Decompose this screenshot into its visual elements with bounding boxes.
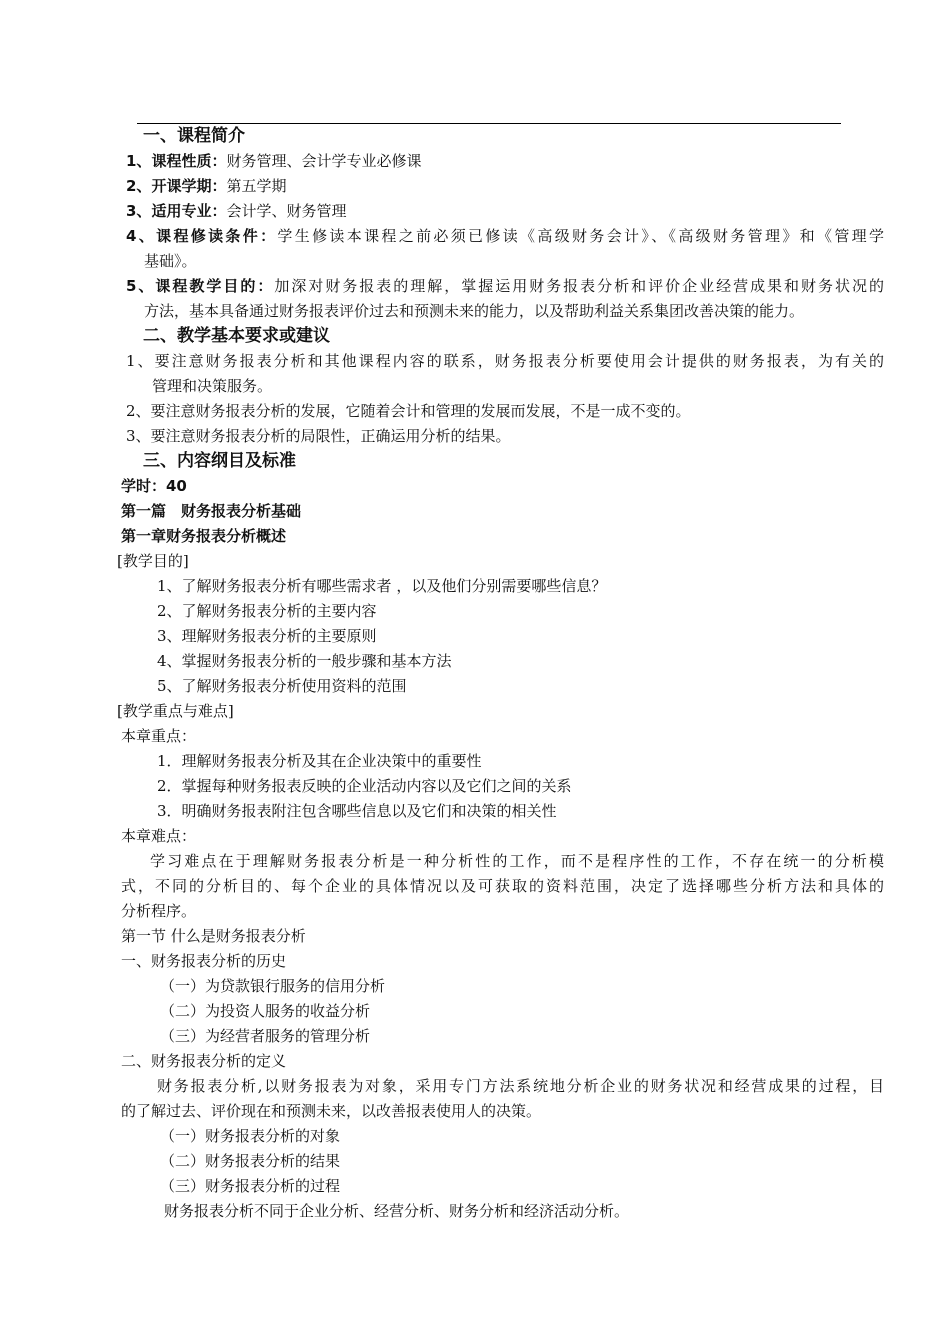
intro-item-4-cont: 基础》。	[144, 252, 197, 270]
objective-item: 2、了解财务报表分析的主要内容	[157, 602, 377, 620]
objective-item: 5、了解财务报表分析使用资料的范围	[157, 677, 407, 695]
definition-paragraph-line: 的了解过去、评价现在和预测未来，以改善报表使用人的决策。	[121, 1102, 542, 1120]
intro-item-3: 3、适用专业：会计学、财务管理	[126, 202, 347, 220]
history-item: （二）为投资人服务的收益分析	[160, 1002, 371, 1020]
objective-item: 3、理解财务报表分析的主要原则	[157, 627, 377, 645]
section-heading-course-intro: 一、课程简介	[143, 126, 245, 146]
definition-item: （三）财务报表分析的过程	[160, 1177, 341, 1195]
difficulty-label: 本章难点：	[121, 827, 197, 845]
history-item: （三）为经营者服务的管理分析	[160, 1027, 371, 1045]
history-title: 一、财务报表分析的历史	[121, 952, 287, 970]
requirement-item-2: 2、要注意财务报表分析的发展，它随着会计和管理的发展而发展，不是一成不变的。	[126, 402, 691, 420]
key-point-item: 3．明确财务报表附注包含哪些信息以及它们和决策的相关性	[157, 802, 557, 820]
objective-item: 1、了解财务报表分析有哪些需求者 ，以及他们分别需要哪些信息？	[157, 577, 607, 595]
intro-item-2: 2、开课学期：第五学期	[126, 177, 287, 195]
key-difficulty-label: [教学重点与难点]	[117, 702, 234, 720]
intro-item-1: 1、课程性质：财务管理、会计学专业必修课	[126, 152, 422, 170]
requirement-item-1: 1、要注意财务报表分析和其他课程内容的联系，财务报表分析要使用会计提供的财务报表，为有关的	[126, 352, 884, 370]
difficulty-paragraph-line: 学习难点在于理解财务报表分析是一种分析性的工作，而不是程序性的工作，不存在统一的分析模	[150, 852, 884, 870]
closing-sentence: 财务报表分析不同于企业分析、经营分析、财务分析和经济活动分析。	[164, 1202, 630, 1220]
difficulty-paragraph-line: 分析程序。	[121, 902, 197, 920]
requirement-item-3: 3、要注意财务报表分析的局限性，正确运用分析的结果。	[126, 427, 511, 445]
definition-paragraph-line: 财务报表分析,以财务报表为对象，采用专门方法系统地分析企业的财务状况和经营成果的过程，目	[157, 1077, 884, 1095]
definition-title: 二、财务报表分析的定义	[121, 1052, 287, 1070]
intro-item-5: 5、课程教学目的：加深对财务报表的理解，掌握运用财务报表分析和评价企业经营成果和财务状况的	[126, 277, 884, 295]
definition-item: （二）财务报表分析的结果	[160, 1152, 341, 1170]
section-heading-outline: 三、内容纲目及标准	[143, 451, 296, 471]
section-heading-requirements: 二、教学基本要求或建议	[143, 326, 330, 346]
part-title: 第一篇 财务报表分析基础	[121, 502, 302, 520]
section-title: 第一节 什么是财务报表分析	[121, 927, 306, 945]
key-points-label: 本章重点：	[121, 727, 197, 745]
intro-item-5-cont: 方法，基本具备通过财务报表评价过去和预测未来的能力，以及帮助利益关系集团改善决策的能力。	[144, 302, 805, 320]
history-item: （一）为贷款银行服务的信用分析	[160, 977, 386, 995]
key-point-item: 2．掌握每种财务报表反映的企业活动内容以及它们之间的关系	[157, 777, 572, 795]
objectives-label: [教学目的]	[117, 552, 189, 570]
objective-item: 4、掌握财务报表分析的一般步骤和基本方法	[157, 652, 452, 670]
difficulty-paragraph-line: 式，不同的分析目的、每个企业的具体情况以及可获取的资料范围，决定了选择哪些分析方法和具体的	[121, 877, 884, 895]
intro-item-4: 4、课程修读条件：学生修读本课程之前必须已修读《高级财务会计》、《高级财务管理》和《管理学	[126, 227, 884, 245]
course-hours: 学时：40	[121, 477, 187, 495]
key-point-item: 1．理解财务报表分析及其在企业决策中的重要性	[157, 752, 482, 770]
chapter-title: 第一章财务报表分析概述	[121, 527, 287, 545]
requirement-item-1-cont: 管理和决策服务。	[152, 377, 273, 395]
definition-item: （一）财务报表分析的对象	[160, 1127, 341, 1145]
